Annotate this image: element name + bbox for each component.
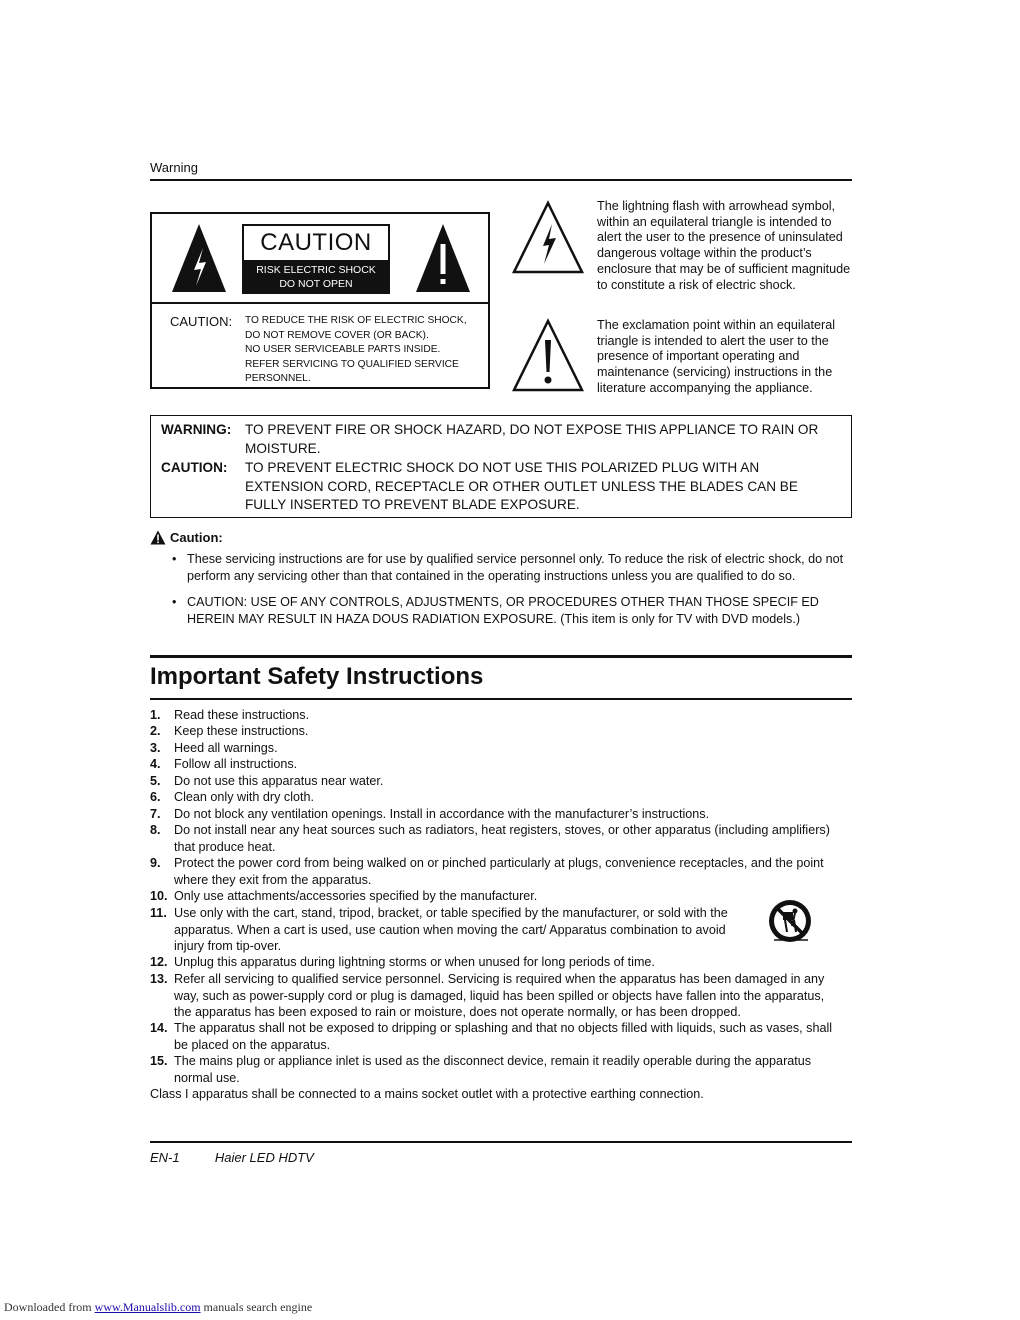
section-label: Warning [150,160,198,175]
caution-line: TO REDUCE THE RISK OF ELECTRIC SHOCK, [245,315,467,326]
caution-sign-line1: RISK ELECTRIC SHOCK [256,264,376,276]
caution-instructions [245,314,467,387]
caution-row [161,459,841,515]
small-warning-icon [150,530,166,545]
class-note [150,1086,852,1103]
caution-heading-text: Caution: [170,530,223,545]
caution-bullet-text: CAUTION: USE OF ANY CONTROLS, ADJUSTMENTS, OR PROCEDURES OTHER THAN THOSE SPECIF ED HEREIN MAY RESULT IN HAZA DOUS RADIATION EXPOSURE. (This item is only for TV with DVD models.) [187,595,819,626]
exclamation-explanation: The exclamation point within an equilateral triangle is intended to alert the user to the presence of important operating and maintenance (servicing) instructions in the literature accompanying the appliance. [597,318,836,395]
exclamation-triangle-icon [512,318,584,393]
caution-text: TO PREVENT ELECTRIC SHOCK DO NOT USE THIS POLARIZED PLUG WITH AN EXTENSION CORD, RECEPTACLE OR OTHER OUTLET UNLESS THE BLADES CAN BE FULLY INSERTED TO PREVENT BLADE EXPOSURE. [245,460,798,512]
page-footer [150,1150,314,1165]
cart-tip-over-icon [766,898,814,944]
footer-rule [150,1141,852,1143]
caution-bullet: • These servicing instructions are for use by qualified service personnel only. To reduce the risk of electric shock, do not perform any servicing other than that contained in the operating instructions unless you are qualified to do so. [172,551,862,587]
caution-prefix: CAUTION: [170,314,233,329]
warning-row [161,421,841,459]
caution-bullet-text: These servicing instructions are for use by qualified service personnel only. To reduce the risk of electric shock, do not perform any servicing other than that contained in the operating instructions unless you are qualified to do so. [187,552,844,583]
product-name: Haier LED HDTV [214,1150,314,1165]
lightning-triangle-icon [512,200,584,275]
download-prefix: Downloaded from [4,1300,92,1314]
caution-box-divider [152,302,488,304]
warning-text: TO PREVENT FIRE OR SHOCK HAZARD, DO NOT EXPOSE THIS APPLIANCE TO RAIN OR MOISTURE. [245,422,819,456]
lightning-explanation: The lightning flash with arrowhead symbol, within an equilateral triangle is intended to alert the user to the presence of uninsulated dangerous voltage within the product’s enclosure that may be of sufficient magnitude to constitute a risk of electric shock. [597,199,851,292]
caution-line: DO NOT REMOVE COVER (OR BACK). [245,329,429,341]
caution-line: PERSONNEL. [245,373,311,384]
page-number: EN-1 [150,1150,180,1165]
manualslib-link[interactable]: www.Manualslib.com [94,1300,201,1314]
warning-label: WARNING: [161,422,232,437]
caution-label-box [150,212,490,389]
header-rule [150,179,852,181]
lightning-warning-icon [170,222,228,294]
heading-top-rule [150,655,852,658]
warning-box [150,415,852,518]
exclamation-warning-icon [414,222,472,294]
caution-line: NO USER SERVICEABLE PARTS INSIDE. [245,344,441,355]
class-note-text: Class I apparatus shall be connected to a mains socket outlet with a protective earthing connection. [150,1087,704,1101]
caution-heading [150,530,223,545]
heading-bottom-rule [150,698,852,700]
caution-sign [242,224,390,294]
caution-title: CAUTION [260,229,372,256]
caution-sign-black-band [244,260,388,292]
caution-line: REFER SERVICING TO QUALIFIED SERVICE [245,358,459,370]
caution-label: CAUTION: [161,460,228,475]
safety-heading: Important Safety Instructions [150,663,484,690]
download-note [4,1300,312,1315]
caution-bullet: • CAUTION: USE OF ANY CONTROLS, ADJUSTMENTS, OR PROCEDURES OTHER THAN THOSE SPECIF ED HEREIN MAY RESULT IN HAZA DOUS RADIATION EXPOSURE. (This item is only for TV with DVD models.) [172,594,862,630]
caution-sign-line2: DO NOT OPEN [279,278,353,290]
download-suffix: manuals search engine [203,1300,313,1314]
